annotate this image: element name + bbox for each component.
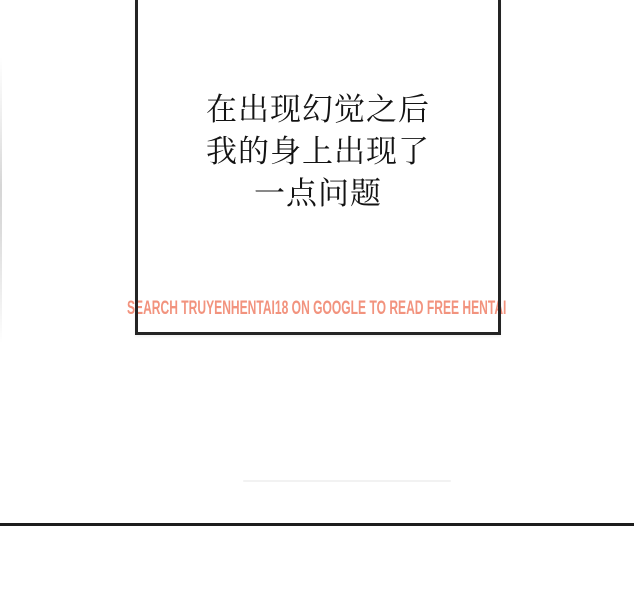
dialogue-line: 一点问题 (254, 176, 382, 211)
next-panel-divider-line (0, 523, 634, 526)
dialogue-text-block (138, 89, 498, 215)
dialogue-line: 我的身上出现了 (206, 134, 430, 169)
watermark-text: SEARCH TRUYENHENTAI18 ON GOOGLE TO READ FREE HENTAI (127, 298, 507, 319)
dialogue-line: 在出现幻觉之后 (206, 92, 430, 127)
comic-panel (135, 0, 501, 335)
left-edge-scan-artifact (0, 56, 2, 344)
faint-smudge-artifact (243, 480, 451, 482)
